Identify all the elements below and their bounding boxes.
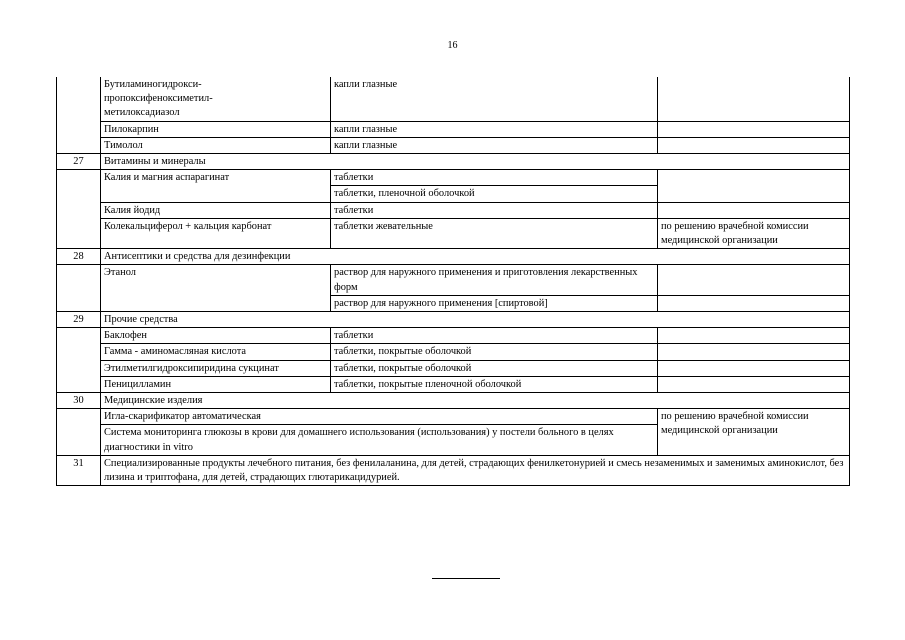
dosage-form-cell: капли глазные: [331, 137, 658, 153]
dosage-form-cell: таблетки, покрытые пленочной оболочкой: [331, 376, 658, 392]
dosage-form-cell: таблетки, покрытые оболочкой: [331, 360, 658, 376]
drug-name-cell: Колекальциферол + кальция карбонат: [101, 218, 331, 248]
group-title: Витамины и минералы: [101, 154, 850, 170]
dosage-form-cell: капли глазные: [331, 77, 658, 121]
group-header-row: [57, 455, 850, 485]
dosage-form-cell: раствор для наружного применения и приготовления лекарственных форм: [331, 265, 658, 295]
table-row: [57, 376, 850, 392]
group-title: Медицинские изделия: [101, 393, 850, 409]
dosage-form-cell: таблетки: [331, 328, 658, 344]
dosage-form-cell: капли глазные: [331, 121, 658, 137]
drug-name-cell: Тимолол: [101, 137, 331, 153]
table-row: [57, 77, 850, 121]
group-title: Антисептики и средства для дезинфекции: [101, 249, 850, 265]
dosage-form-cell: таблетки, пленочной оболочкой: [331, 186, 658, 202]
note-cell: [658, 137, 850, 153]
note-cell: [658, 344, 850, 360]
drug-name-cell: Калия и магния аспарагинат: [101, 170, 331, 202]
footnote-divider: [432, 578, 500, 579]
table-row: [57, 218, 850, 248]
table-row: [57, 202, 850, 218]
dosage-form-cell: таблетки жевательные: [331, 218, 658, 248]
drug-name-cell: Бутиламиногидрокси- пропоксифеноксиметил- метилоксадиазол: [101, 77, 331, 121]
drug-name-cell: Калия йодид: [101, 202, 331, 218]
table-row: [57, 137, 850, 153]
table-row: [57, 121, 850, 137]
note-cell: [658, 328, 850, 344]
group-number: 31: [57, 455, 101, 485]
note-cell: [658, 360, 850, 376]
table-row: [57, 265, 850, 295]
note-cell: [658, 170, 850, 202]
drug-name-cell: Этанол: [101, 265, 331, 312]
number-cell: [57, 409, 101, 456]
note-cell: [658, 376, 850, 392]
group-number: 29: [57, 312, 101, 328]
note-cell: [658, 265, 850, 295]
number-cell: [57, 77, 101, 154]
number-cell: [57, 170, 101, 249]
note-cell: по решению врачебной комиссии медицинской организации: [658, 218, 850, 248]
drug-name-cell: Пеницилламин: [101, 376, 331, 392]
drug-name-cell: Баклофен: [101, 328, 331, 344]
drug-list-table: [56, 77, 850, 486]
device-name-cell: Игла-скарификатор автоматическая: [101, 409, 658, 425]
note-cell: [658, 295, 850, 311]
table-row: [57, 170, 850, 186]
device-name-cell: Система мониторинга глюкозы в крови для домашнего использования (использования) у постели больного в целях диагностики in vitro: [101, 425, 658, 455]
dosage-form-cell: таблетки: [331, 170, 658, 186]
dosage-form-cell: раствор для наружного применения [спиртовой]: [331, 295, 658, 311]
note-cell: [658, 77, 850, 121]
note-cell: [658, 202, 850, 218]
table-row: [57, 360, 850, 376]
page-number: 16: [447, 40, 458, 51]
group-header-row: [57, 249, 850, 265]
drug-name-cell: Гамма - аминомасляная кислота: [101, 344, 331, 360]
number-cell: [57, 328, 101, 393]
table-row: [57, 409, 850, 425]
drug-name-cell: Этилметилгидроксипиридина сукцинат: [101, 360, 331, 376]
note-cell: [658, 121, 850, 137]
group-header-row: [57, 312, 850, 328]
dosage-form-cell: таблетки, покрытые оболочкой: [331, 344, 658, 360]
note-cell: по решению врачебной комиссии медицинской организации: [658, 409, 850, 456]
table-row: [57, 344, 850, 360]
group-header-row: [57, 154, 850, 170]
group-number: 28: [57, 249, 101, 265]
group-title: Прочие средства: [101, 312, 850, 328]
group-title: Специализированные продукты лечебного питания, без фенилаланина, для детей, страдающих фенилкетонурией и смесь незаменимых и заменимых аминокислот, без лизина и триптофана, для детей, страдающих глютарикацидурией.: [101, 455, 850, 485]
number-cell: [57, 265, 101, 312]
group-header-row: [57, 393, 850, 409]
group-number: 27: [57, 154, 101, 170]
group-number: 30: [57, 393, 101, 409]
drug-name-cell: Пилокарпин: [101, 121, 331, 137]
table-row: [57, 328, 850, 344]
dosage-form-cell: таблетки: [331, 202, 658, 218]
